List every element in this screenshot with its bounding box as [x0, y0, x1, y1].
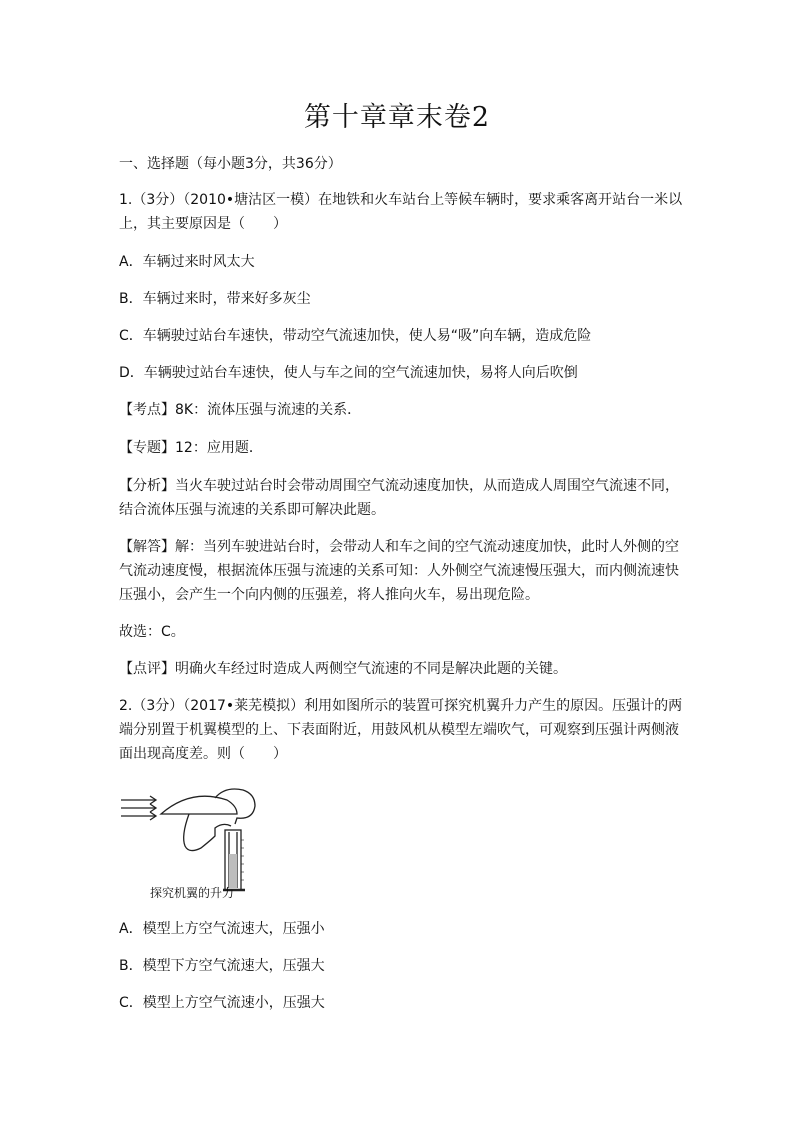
q2-stem-line-3: 面出现高度差。则（ ）: [119, 746, 287, 762]
q1-fenxi-line-1: 【分析】当火车驶过站台时会带动周围空气流动速度加快，从而造成人周围空气流速不同，: [119, 478, 679, 494]
section-heading: 一、选择题（每小题3分，共36分）: [119, 156, 342, 172]
q1-answer: 故选：C。: [119, 624, 185, 640]
airflow-arrows: [121, 796, 156, 820]
q2-stem-line-2: 端分别置于机翼模型的上、下表面附近，用鼓风机从模型左端吹气，可观察到压强计两侧液: [119, 722, 679, 738]
q1-dianping: 【点评】明确火车经过时造成人两侧空气流速的不同是解决此题的关键。: [119, 661, 567, 677]
q1-stem-line-1: 1.（3分）（2010•塘沽区一模）在地铁和火车站台上等候车辆时，要求乘客离开站台一米以: [119, 192, 683, 208]
q1-option-d: D．车辆驶过站台车速快，使人与车之间的空气流速加快，易将人向后吹倒: [119, 365, 578, 381]
q1-jieda-line-3: 压强小，会产生一个向内侧的压强差，将人推向火车，易出现危险。: [119, 587, 539, 603]
q2-option-a: A．模型上方空气流速大，压强小: [119, 921, 325, 937]
wing-model: [161, 796, 237, 814]
q1-fenxi-line-2: 结合流体压强与流速的关系即可解决此题。: [119, 502, 385, 518]
q1-option-b: B．车辆过来时，带来好多灰尘: [119, 291, 311, 307]
q1-option-c: C．车辆驶过站台车速快，带动空气流速加快，使人易“吸”向车辆，造成危险: [119, 328, 592, 344]
q2-option-b: B．模型下方空气流速大，压强大: [119, 958, 325, 974]
q2-stem-line-1: 2.（3分）（2017•莱芜模拟）利用如图所示的装置可探究机翼升力产生的原因。压强计的两: [119, 698, 683, 714]
q2-option-c: C．模型上方空气流速小，压强大: [119, 995, 325, 1011]
figure-caption: 探究机翼的升力: [150, 886, 235, 900]
q1-stem-line-2: 上，其主要原因是（ ）: [119, 216, 287, 232]
q1-zhuanti: 【专题】12：应用题．: [119, 440, 263, 456]
q1-option-a: A．车辆过来时风太大: [119, 254, 255, 270]
q1-jieda-line-1: 【解答】解：当列车驶进站台时，会带动人和车之间的空气流动速度加快，此时人外侧的空: [119, 539, 679, 555]
q1-kaodian: 【考点】8K：流体压强与流速的关系．: [119, 402, 362, 418]
q1-jieda-line-2: 气流动速度慢，根据流体压强与流速的关系可知：人外侧空气流速慢压强大，而内侧流速快: [119, 563, 679, 579]
page-title: 第十章章末卷2: [303, 102, 491, 133]
